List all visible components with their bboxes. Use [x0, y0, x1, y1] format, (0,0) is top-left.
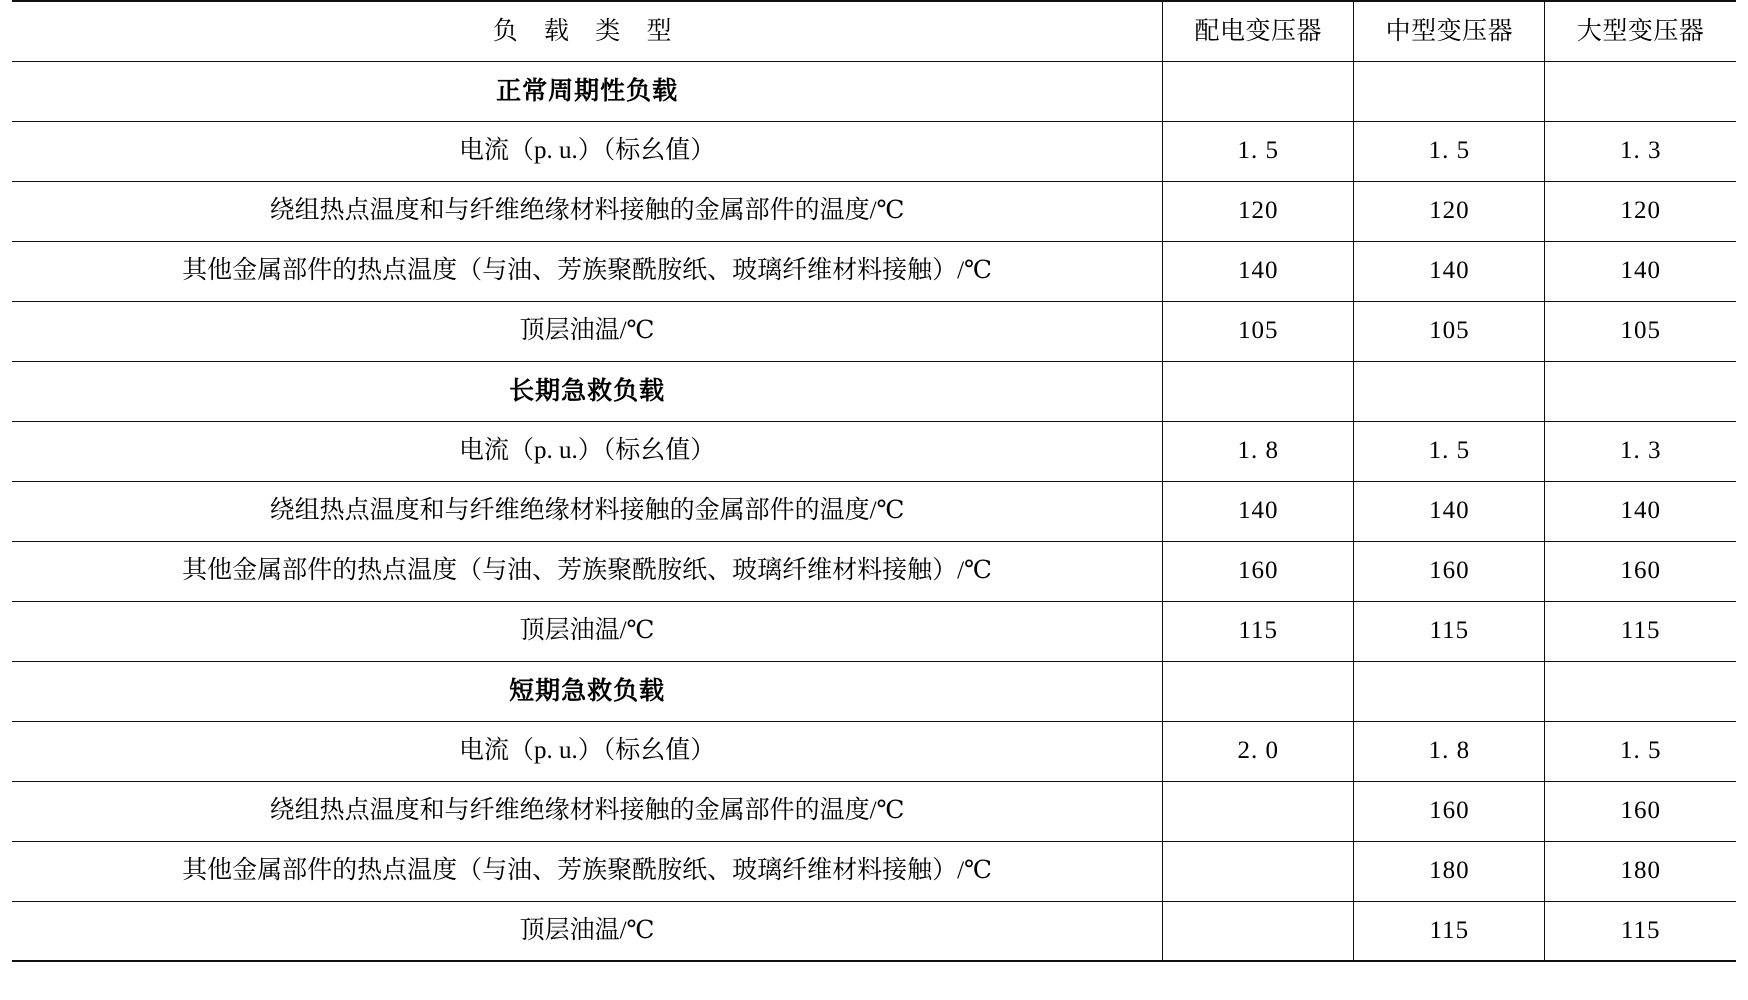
cell-value: [1163, 901, 1354, 961]
cell-value: [1354, 361, 1545, 421]
cell-value: [1163, 781, 1354, 841]
row-label: 电流（p. u.）（标幺值）: [12, 121, 1163, 181]
cell-value: 180: [1545, 841, 1736, 901]
cell-value: 1. 8: [1354, 721, 1545, 781]
table-group-row: [12, 361, 1736, 421]
row-label: 顶层油温/℃: [12, 301, 1163, 361]
cell-value: [1545, 661, 1736, 721]
cell-value: [1163, 361, 1354, 421]
table-row: [12, 181, 1736, 241]
cell-value: 160: [1354, 781, 1545, 841]
table-row: [12, 301, 1736, 361]
cell-value: 115: [1545, 901, 1736, 961]
cell-value: 105: [1163, 301, 1354, 361]
cell-value: 140: [1545, 241, 1736, 301]
row-label: 其他金属部件的热点温度（与油、芳族聚酰胺纸、玻璃纤维材料接触）/℃: [12, 541, 1163, 601]
cell-value: 120: [1163, 181, 1354, 241]
row-label: 顶层油温/℃: [12, 601, 1163, 661]
table-row: [12, 481, 1736, 541]
row-label: 顶层油温/℃: [12, 901, 1163, 961]
cell-value: [1163, 61, 1354, 121]
cell-value: 1. 5: [1545, 721, 1736, 781]
cell-value: 140: [1354, 241, 1545, 301]
table-row: [12, 241, 1736, 301]
cell-value: 160: [1545, 541, 1736, 601]
load-type-limits-table: [12, 0, 1736, 962]
cell-value: 1. 3: [1545, 421, 1736, 481]
row-label: 绕组热点温度和与纤维绝缘材料接触的金属部件的温度/℃: [12, 481, 1163, 541]
cell-value: [1354, 661, 1545, 721]
group-label: 正常周期性负载: [12, 61, 1163, 121]
cell-value: 1. 5: [1354, 121, 1545, 181]
row-label: 其他金属部件的热点温度（与油、芳族聚酰胺纸、玻璃纤维材料接触）/℃: [12, 841, 1163, 901]
table-row: [12, 121, 1736, 181]
cell-value: 140: [1545, 481, 1736, 541]
cell-value: 1. 3: [1545, 121, 1736, 181]
cell-value: 105: [1354, 301, 1545, 361]
cell-value: 1. 5: [1163, 121, 1354, 181]
row-label: 绕组热点温度和与纤维绝缘材料接触的金属部件的温度/℃: [12, 781, 1163, 841]
cell-value: [1545, 61, 1736, 121]
column-header-medium-transformer: 中型变压器: [1354, 1, 1545, 61]
cell-value: 160: [1163, 541, 1354, 601]
cell-value: 160: [1354, 541, 1545, 601]
cell-value: 180: [1354, 841, 1545, 901]
row-label: 绕组热点温度和与纤维绝缘材料接触的金属部件的温度/℃: [12, 181, 1163, 241]
table-row: [12, 901, 1736, 961]
table-row: [12, 541, 1736, 601]
cell-value: 140: [1163, 481, 1354, 541]
table-row: [12, 601, 1736, 661]
table-row: [12, 721, 1736, 781]
column-header-load-type: 负 载 类 型: [12, 1, 1163, 61]
cell-value: 105: [1545, 301, 1736, 361]
cell-value: 1. 8: [1163, 421, 1354, 481]
group-label: 长期急救负载: [12, 361, 1163, 421]
table-row: [12, 841, 1736, 901]
row-label: 电流（p. u.）（标幺值）: [12, 721, 1163, 781]
cell-value: 120: [1354, 181, 1545, 241]
cell-value: 115: [1163, 601, 1354, 661]
group-label: 短期急救负载: [12, 661, 1163, 721]
cell-value: 160: [1545, 781, 1736, 841]
column-header-large-transformer: 大型变压器: [1545, 1, 1736, 61]
cell-value: 115: [1354, 901, 1545, 961]
table-row: [12, 781, 1736, 841]
table-row: [12, 421, 1736, 481]
cell-value: 140: [1354, 481, 1545, 541]
cell-value: [1163, 661, 1354, 721]
cell-value: 115: [1545, 601, 1736, 661]
cell-value: 115: [1354, 601, 1545, 661]
cell-value: 1. 5: [1354, 421, 1545, 481]
cell-value: 120: [1545, 181, 1736, 241]
cell-value: [1354, 61, 1545, 121]
row-label: 其他金属部件的热点温度（与油、芳族聚酰胺纸、玻璃纤维材料接触）/℃: [12, 241, 1163, 301]
table-header-row: [12, 1, 1736, 61]
table-body: [12, 1, 1736, 961]
cell-value: [1163, 841, 1354, 901]
cell-value: [1545, 361, 1736, 421]
table-group-row: [12, 661, 1736, 721]
column-header-distribution-transformer: 配电变压器: [1163, 1, 1354, 61]
table-group-row: [12, 61, 1736, 121]
row-label: 电流（p. u.）（标幺值）: [12, 421, 1163, 481]
cell-value: 2. 0: [1163, 721, 1354, 781]
cell-value: 140: [1163, 241, 1354, 301]
